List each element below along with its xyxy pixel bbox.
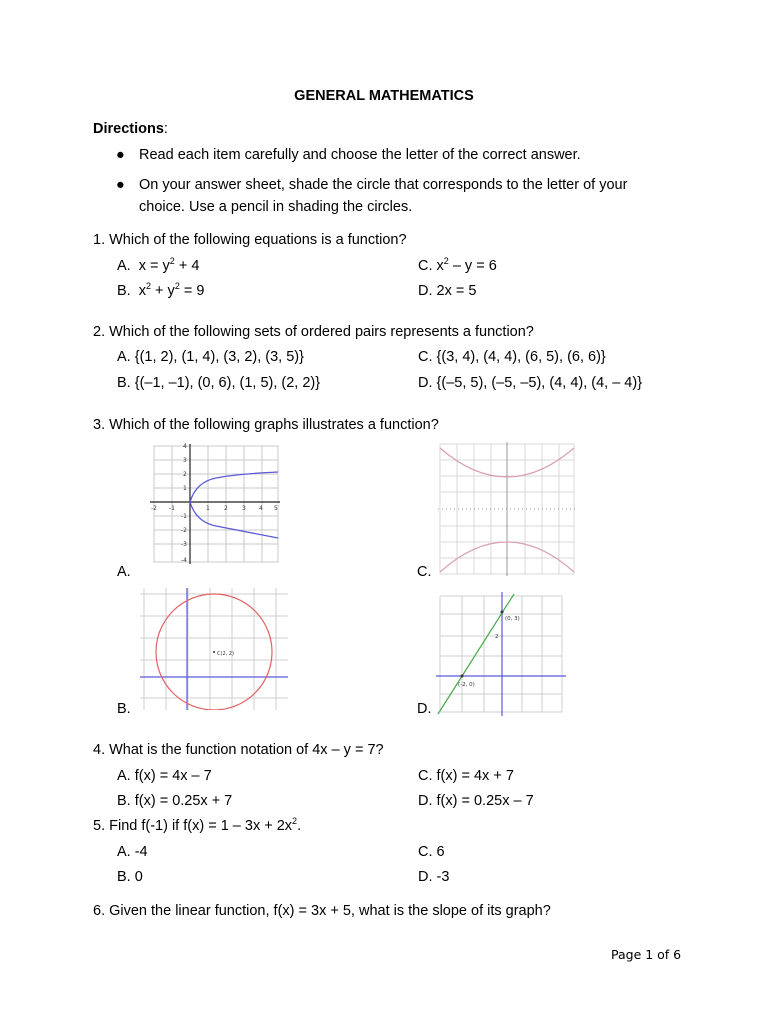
tick-label: 1: [183, 485, 187, 492]
tick-label: -1: [181, 513, 187, 520]
direction-item-2: On your answer sheet, shade the circle that corresponds to the letter of your: [139, 177, 628, 193]
graph-d-line: [436, 592, 566, 716]
tick-label: 5: [274, 505, 278, 512]
graph-b-circle: [140, 588, 288, 710]
graph-a-label: A.: [117, 564, 131, 580]
q4-option-c: C. f(x) = 4x + 7: [418, 768, 514, 784]
tick-label: 2: [183, 471, 187, 478]
graph-d-label: D.: [417, 701, 432, 717]
graph-b-label: B.: [117, 701, 131, 717]
bullet-icon: ●: [116, 147, 125, 163]
tick-label: -1: [169, 505, 175, 512]
q4-option-d: D. f(x) = 0.25x – 7: [418, 793, 534, 809]
point-label: (-2, 0): [458, 682, 475, 688]
tick-label: -2: [151, 505, 157, 512]
q1-option-a: A. $x = y^2 + 4$: [117, 256, 200, 274]
q1-option-b: B. $x^2 + y^2 = 9$: [117, 281, 205, 299]
q4-option-a: A. f(x) = 4x – 7: [117, 768, 212, 784]
q4-option-b: B. f(x) = 0.25x + 7: [117, 793, 233, 809]
question-5: 5. Find f(-1) if $f(x) = 1 - 3x + 2x^2$.: [93, 816, 302, 834]
page-title: GENERAL MATHEMATICS: [294, 88, 474, 104]
center-label: C(2, 2): [217, 651, 234, 657]
q5-option-d: D. -3: [418, 869, 450, 885]
q1-option-d: D. 2x = 5: [418, 283, 477, 299]
question-4: 4. What is the function notation of 4x – y = 7?: [93, 742, 384, 758]
q5-option-c: C. 6: [418, 844, 445, 860]
q2-option-d: D. {(–5, 5), (–5, –5), (4, 4), (4, – 4)}: [418, 375, 643, 391]
question-6: 6. Given the linear function, f(x) = 3x + 5, what is the slope of its graph?: [93, 903, 551, 919]
page-number: Page 1 of 6: [611, 947, 682, 962]
graph-a-sideways-parabola: [146, 442, 284, 566]
q5-option-b: B. 0: [117, 869, 143, 885]
directions-heading: Directions:: [93, 121, 168, 137]
bullet-icon: ●: [116, 177, 125, 193]
q2-option-c: C. {(3, 4), (4, 4), (6, 5), (6, 6)}: [418, 349, 606, 365]
direction-item-1: Read each item carefully and choose the letter of the correct answer.: [139, 147, 581, 163]
direction-item-2-cont: choice. Use a pencil in shading the circles.: [139, 199, 413, 215]
tick-label: 2: [495, 634, 499, 640]
tick-label: -2: [181, 527, 187, 534]
question-1: 1. Which of the following equations is a function?: [93, 232, 407, 248]
tick-label: -4: [181, 557, 187, 564]
tick-label: 4: [259, 505, 263, 512]
graph-c-hyperbola: [436, 440, 576, 576]
tick-label: 3: [183, 457, 187, 464]
question-2: 2. Which of the following sets of ordered pairs represents a function?: [93, 324, 534, 340]
graph-a-grid: [154, 446, 278, 562]
question-3: 3. Which of the following graphs illustrates a function?: [93, 417, 439, 433]
tick-label: 2: [224, 505, 228, 512]
point-label: (0, 3): [505, 616, 520, 622]
q5-option-a: A. -4: [117, 844, 148, 860]
tick-label: 3: [242, 505, 246, 512]
q2-option-a: A. {(1, 2), (1, 4), (3, 2), (3, 5)}: [117, 349, 304, 365]
tick-label: 1: [206, 505, 210, 512]
q1-option-c: C. $x^2 - y = 6$: [418, 256, 497, 274]
q2-option-b: B. {(–1, –1), (0, 6), (1, 5), (2, 2)}: [117, 375, 321, 391]
graph-c-label: C.: [417, 564, 432, 580]
tick-label: -3: [181, 541, 187, 548]
tick-label: 4: [183, 443, 187, 450]
